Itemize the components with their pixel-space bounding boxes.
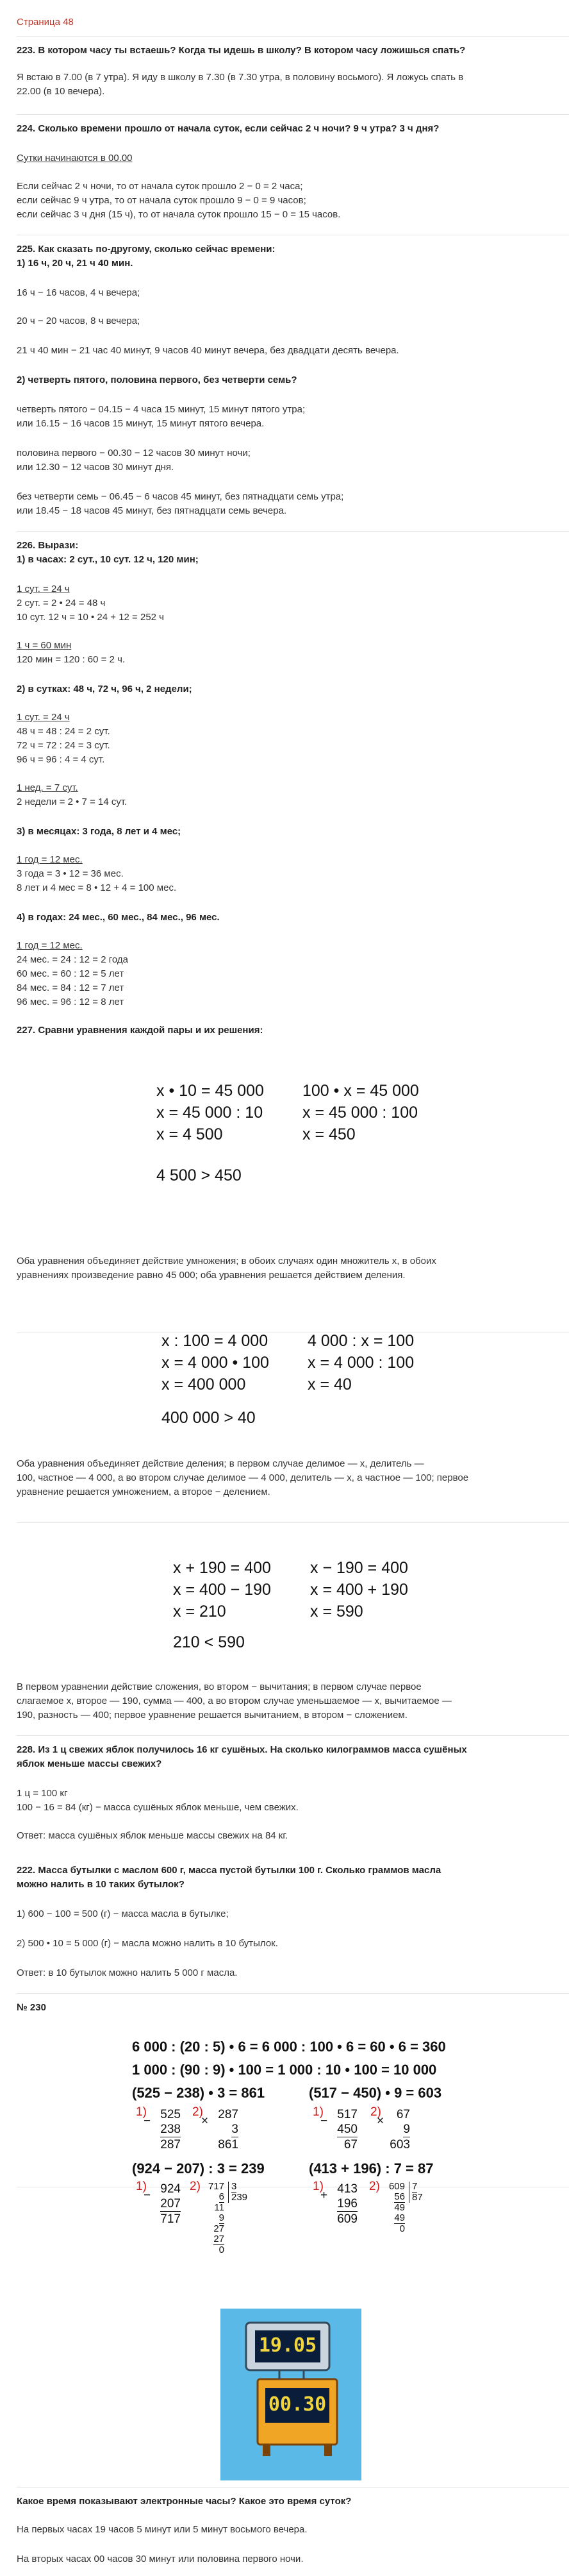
expression-line-1: 6 000 : (20 : 5) • 6 = 6 000 : 100 • 6 = 60 • 6 = 360 xyxy=(132,2039,446,2055)
column-number: 9 xyxy=(218,2212,224,2223)
text-line: 2 сут. = 2 • 24 = 48 ч xyxy=(17,598,106,609)
equation-line: x = 400 + 190 xyxy=(310,1581,408,1599)
text-line: 20 ч − 20 часов, 8 ч вечера; xyxy=(17,316,140,326)
equation-line: x = 450 xyxy=(302,1125,356,1143)
step-marker xyxy=(369,2179,380,2194)
division-quotient xyxy=(409,2182,423,2203)
divider xyxy=(17,114,569,115)
column-number: 67 xyxy=(396,2108,410,2121)
divider xyxy=(17,2487,569,2488)
text-line: уравнениях произведение равно 45 000; оба уравнения решается действием деления. xyxy=(17,1270,406,1281)
text-line: В первом уравнении действие сложения, во втором − вычитания; в первом случае первое xyxy=(17,1681,422,1692)
task-heading: 225. Как сказать по-другому, сколько сейчас времени: xyxy=(17,244,276,255)
page-number-link[interactable]: Страница 48 xyxy=(17,17,74,28)
quotient: 239 xyxy=(231,2192,248,2203)
step-marker xyxy=(190,2179,201,2194)
equation-line: x = 4 000 : 100 xyxy=(308,1354,415,1372)
long-division xyxy=(202,2182,224,2255)
equation-line: x = 4 000 • 100 xyxy=(161,1354,269,1372)
task-heading: 2) четверть пятого, половина первого, без четверти семь? xyxy=(17,375,297,385)
text-line: или 16.15 − 16 часов 15 минут, 15 минут пятого вечера. xyxy=(17,418,265,429)
column-number: 413 xyxy=(337,2182,358,2196)
column-work xyxy=(144,2107,181,2152)
expression-5: (924 − 207) : 3 = 239 xyxy=(132,2160,265,2176)
text-line: 190, разность — 400; первое уравнение решается вычитанием, в втором − сложением. xyxy=(17,1710,408,1721)
text-line: 60 мес. = 60 : 12 = 5 лет xyxy=(17,968,124,979)
text-line: 22.00 (в 10 вечера). xyxy=(17,86,105,97)
column-number: 207 xyxy=(160,2197,181,2210)
text-line: или 12.30 − 12 часов 30 минут дня. xyxy=(17,462,174,473)
column-number: 6 xyxy=(218,2191,224,2202)
text-line: 84 мес. = 84 : 12 = 7 лет xyxy=(17,982,124,993)
task-heading: можно налить в 10 таких бутылок? xyxy=(17,1879,185,1890)
comparison: 210 < 590 xyxy=(173,1633,245,1651)
equation-line: x = 45 000 : 10 xyxy=(156,1104,263,1122)
plus-sign: + xyxy=(320,2189,328,2202)
step-marker: 1) xyxy=(313,2180,324,2193)
times-sign: × xyxy=(377,2114,384,2128)
column-number: 517 xyxy=(337,2108,358,2121)
minus-sign: − xyxy=(320,2114,328,2128)
text-line: 120 мин = 120 : 60 = 2 ч. xyxy=(17,654,126,665)
text-line: Я встаю в 7.00 (в 7 утра). Я иду в школу в 7.30 (в 7.30 утра, в половину восьмого). Я ложусь спать в xyxy=(17,72,464,83)
task-heading: 222. Масса бутылки с маслом 600 г, масса пустой бутылки 100 г. Сколько граммов масла xyxy=(17,1865,441,1876)
equation-line: x = 4 500 xyxy=(156,1125,223,1143)
text-line: 10 сут. 12 ч = 10 • 24 + 12 = 252 ч xyxy=(17,612,164,623)
text-line: Ответ: масса сушёных яблок меньше массы свежих на 84 кг. xyxy=(17,1830,288,1841)
text-line: слагаемое x, второе — 190, сумма — 400, а во втором случае уменьшаемое — x, вычитаемое — xyxy=(17,1696,452,1706)
equation-right xyxy=(308,1330,414,1395)
task-heading: яблок меньше массы свежих? xyxy=(17,1758,162,1769)
column-number: 0 xyxy=(218,2244,224,2255)
equation-line: x = 400 000 xyxy=(161,1376,246,1393)
column-number: 9 xyxy=(403,2123,410,2136)
equation-right xyxy=(310,1557,408,1622)
text-line: Оба уравнения объединяет действие умножения; в обоих случаях один множитель x, в обоих xyxy=(17,1256,436,1267)
text-line: если сейчас 9 ч утра, то от начала суток прошло 9 − 0 = 9 часов; xyxy=(17,195,306,206)
task-heading: 1) 16 ч, 20 ч, 21 ч 40 мин. xyxy=(17,258,133,269)
text-line: 1 год = 12 мес. xyxy=(17,854,83,865)
division-quotient xyxy=(228,2182,247,2203)
task-heading: № 230 xyxy=(17,2002,46,2013)
equation-line: x = 400 − 190 xyxy=(173,1581,271,1599)
text-line: 1) 600 − 100 = 500 (г) − масса масла в бутылке; xyxy=(17,1908,229,1919)
comparison: 4 500 > 450 xyxy=(156,1166,242,1184)
task-heading: 228. Из 1 ц свежих яблок получилось 16 кг сушёных. На сколько килограммов масса сушёных xyxy=(17,1744,467,1755)
divider xyxy=(17,1522,569,1523)
text-line: На первых часах 19 часов 5 минут или 5 минут восьмого вечера. xyxy=(17,2524,308,2535)
column-work xyxy=(320,2107,358,2152)
equation-left xyxy=(156,1080,264,1145)
text-line: 16 ч − 16 часов, 4 ч вечера; xyxy=(17,287,140,298)
column-number: 450 xyxy=(337,2123,358,2136)
long-division xyxy=(383,2182,405,2234)
text-line: 21 ч 40 мин − 21 час 40 минут, 9 часов 40 минут вечера, без двадцати десять вечера. xyxy=(17,345,399,356)
column-work xyxy=(201,2107,238,2152)
equation-right xyxy=(302,1080,419,1145)
task-heading: 4) в годах: 24 мес., 60 мес., 84 мес., 96 мес. xyxy=(17,912,220,923)
divider xyxy=(17,531,569,532)
expression-6: (413 + 196) : 7 = 87 xyxy=(309,2160,434,2176)
text-line: 1 нед. = 7 сут. xyxy=(17,782,78,793)
minus-sign: − xyxy=(144,2189,151,2202)
times-sign: × xyxy=(201,2114,209,2128)
column-number: 3 xyxy=(231,2123,238,2136)
text-line: 96 мес. = 96 : 12 = 8 лет xyxy=(17,997,124,1007)
text-line: 1 ч = 60 мин xyxy=(17,640,72,651)
task-heading: 224. Сколько времени прошло от начала суток, если сейчас 2 ч ночи? 9 ч утра? 3 ч дня? xyxy=(17,123,440,134)
divisor: 7 xyxy=(412,2181,418,2192)
task-heading: 1) в часах: 2 сут., 10 сут. 12 ч, 120 мин; xyxy=(17,554,199,565)
text-line: 96 ч = 96 : 4 = 4 сут. xyxy=(17,754,105,765)
column-number: 717 xyxy=(208,2181,224,2192)
text-line: 3 года = 3 • 12 = 36 мес. xyxy=(17,868,124,879)
electronic-clocks-illustration xyxy=(220,2309,361,2480)
equation-line: 100 • x = 45 000 xyxy=(302,1082,419,1100)
divisor: 3 xyxy=(231,2181,237,2192)
step-marker: 2) xyxy=(370,2105,381,2119)
task-heading: 227. Сравни уравнения каждой пары и их решения: xyxy=(17,1025,263,1036)
column-work xyxy=(377,2107,410,2152)
equation-line: x = 45 000 : 100 xyxy=(302,1104,418,1122)
step-marker: 1) xyxy=(313,2105,324,2119)
step-marker: 2) xyxy=(190,2180,201,2193)
column-number: 861 xyxy=(218,2138,238,2151)
comparison: 400 000 > 40 xyxy=(161,1409,256,1427)
text-line: или 18.45 − 18 часов 45 минут, без пятнадцати семь вечера. xyxy=(17,505,287,516)
expression-3: (525 − 238) • 3 = 861 xyxy=(132,2085,265,2101)
equation-left xyxy=(161,1330,269,1395)
text-line: 72 ч = 72 : 24 = 3 сут. xyxy=(17,740,110,751)
column-number: 717 xyxy=(160,2212,181,2226)
column-number: 0 xyxy=(399,2223,405,2234)
task-heading: 223. В котором часу ты встаешь? Когда ты идешь в школу? В котором часу ложишься спать? xyxy=(17,45,466,56)
equation-line: x = 40 xyxy=(308,1376,352,1393)
divider xyxy=(17,1993,569,1994)
divider xyxy=(17,1735,569,1736)
clock-display-top: 19.05 xyxy=(258,2334,317,2357)
column-number: 924 xyxy=(160,2182,181,2196)
minus-sign: − xyxy=(144,2114,151,2128)
column-work xyxy=(144,2182,181,2227)
step-marker: 2) xyxy=(369,2180,380,2193)
text-line: 1 сут. = 24 ч xyxy=(17,584,70,594)
text-line: четверть пятого − 04.15 − 4 часа 15 минут, 15 минут пятого утра; xyxy=(17,404,306,415)
column-number: 287 xyxy=(218,2108,238,2121)
task-heading: 3) в месяцах: 3 года, 8 лет и 4 мес; xyxy=(17,826,181,837)
column-number: 609 xyxy=(337,2212,358,2226)
column-number: 609 xyxy=(388,2181,405,2192)
step-marker: 1) xyxy=(136,2180,147,2193)
equation-line: x = 590 xyxy=(310,1603,363,1621)
column-number: 603 xyxy=(390,2138,410,2151)
clock-display-bottom: 00.30 xyxy=(268,2393,327,2416)
text-line: 48 ч = 48 : 24 = 2 сут. xyxy=(17,726,110,737)
text-line: половина первого − 00.30 − 12 часов 30 минут ночи; xyxy=(17,448,251,459)
task-heading: 2) в сутках: 48 ч, 72 ч, 96 ч, 2 недели; xyxy=(17,684,192,695)
text-line: Если сейчас 2 ч ночи, то от начала суток прошло 2 − 0 = 2 часа; xyxy=(17,181,303,192)
text-line: На вторых часах 00 часов 30 минут или половина первого ночи. xyxy=(17,2554,304,2564)
text-line: 1 год = 12 мес. xyxy=(17,940,83,951)
text-line: если сейчас 3 ч дня (15 ч), то от начала суток прошло 15 − 0 = 15 часов. xyxy=(17,209,341,220)
divider xyxy=(17,36,569,37)
text-line: 100, частное — 4 000, а во втором случае делимое — 4 000, делитель — x, а частное — 100; первое xyxy=(17,1472,469,1483)
text-line: 1 ц = 100 кг xyxy=(17,1788,68,1799)
text-line: 1 сут. = 24 ч xyxy=(17,712,70,723)
column-number: 27 xyxy=(213,2234,224,2244)
equation-line: x : 100 = 4 000 xyxy=(161,1332,268,1350)
text-line: Ответ: в 10 бутылок можно налить 5 000 г масла. xyxy=(17,1967,238,1978)
task-heading: Какое время показывают электронные часы? Какое это время суток? xyxy=(17,2496,352,2507)
expression-line-2: 1 000 : (90 : 9) • 100 = 1 000 : 10 • 100 = 10 000 xyxy=(132,2062,437,2078)
text-line: 2) 500 • 10 = 5 000 (г) − масла можно налить в 10 бутылок. xyxy=(17,1938,278,1949)
step-marker: 1) xyxy=(136,2105,147,2119)
text-line: 2 недели = 2 • 7 = 14 сут. xyxy=(17,796,128,807)
step-marker: 2) xyxy=(192,2105,203,2119)
task-heading: 226. Вырази: xyxy=(17,540,79,551)
text-line: 100 − 16 = 84 (кг) − масса сушёных яблок меньше, чем свежих. xyxy=(17,1802,299,1813)
text-line: 24 мес. = 24 : 12 = 2 года xyxy=(17,954,128,965)
text-line: 8 лет и 4 мес = 8 • 12 + 4 = 100 мес. xyxy=(17,882,177,893)
column-number: 67 xyxy=(343,2138,358,2151)
column-number: 196 xyxy=(337,2197,358,2210)
column-work xyxy=(320,2182,358,2227)
column-number: 11 xyxy=(214,2202,224,2213)
equation-line: x + 190 = 400 xyxy=(173,1559,271,1577)
column-number: 49 xyxy=(394,2202,405,2213)
text-line: Сутки начинаются в 00.00 xyxy=(17,153,133,164)
column-number: 49 xyxy=(394,2212,405,2223)
text-line: Оба уравнения объединяет действие деления; в первом случае делимое — x, делитель — xyxy=(17,1458,424,1469)
column-number: 525 xyxy=(160,2108,181,2121)
equation-left xyxy=(173,1557,271,1622)
text-line: уравнение решается умножением, а второе − делением. xyxy=(17,1486,270,1497)
equation-line: x • 10 = 45 000 xyxy=(156,1082,264,1100)
equation-line: x − 190 = 400 xyxy=(310,1559,408,1577)
equation-line: x = 210 xyxy=(173,1603,226,1621)
column-number: 56 xyxy=(394,2191,405,2202)
equation-line: 4 000 : x = 100 xyxy=(308,1332,415,1350)
quotient: 87 xyxy=(412,2192,423,2203)
column-number: 27 xyxy=(213,2223,224,2234)
column-number: 287 xyxy=(160,2138,181,2151)
column-number: 238 xyxy=(160,2123,181,2136)
text-line: без четверти семь − 06.45 − 6 часов 45 минут, без пятнадцати семь утра; xyxy=(17,491,344,502)
expression-4: (517 − 450) • 9 = 603 xyxy=(309,2085,442,2101)
